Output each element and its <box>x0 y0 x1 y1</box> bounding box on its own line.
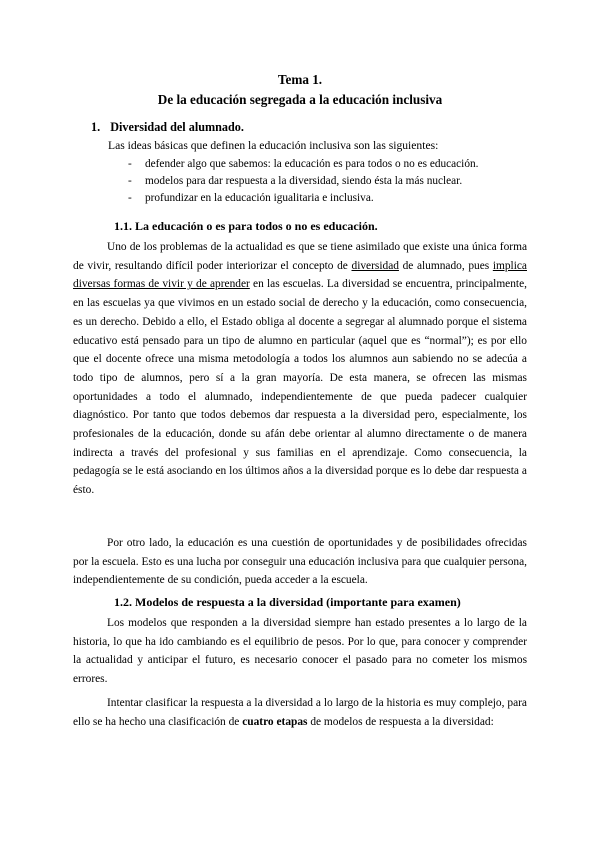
doc-subtitle: De la educación segregada a la educación inclusiva <box>157 92 443 107</box>
doc-title: Tema 1. <box>277 72 323 87</box>
subsection-heading-1-1: 1.1. La educación o es para todos o no es educación. <box>114 219 378 233</box>
list-item <box>128 173 478 190</box>
bullet-marker: - <box>128 192 132 204</box>
section-intro: Las ideas básicas que definen la educación inclusiva son las siguientes: <box>108 139 439 152</box>
list-item-text: modelos para dar respuesta a la diversidad, siendo ésta la más nuclear. <box>145 175 463 187</box>
paragraph-1-2-b: Intentar clasificar la respuesta a la diversidad a lo largo de la historia es muy complejo, para ello se ha hecho una clasificación de cuatro etapas de modelos de respuesta a la diversidad: <box>73 697 527 728</box>
list-item-text: defender algo que sabemos: la educación es para todos o no es educación. <box>145 158 479 170</box>
bold-term: cuatro etapas <box>242 715 308 728</box>
idea-list <box>128 156 478 207</box>
section-title: Diversidad del alumnado. <box>110 120 244 134</box>
paragraph-1-1-a: Uno de los problemas de la actualidad es que se tiene asimilado que existe una única forma de vivir, resultando difícil poder interiorizar el concepto de diversidad de alumnado, pues implica diversas formas de vivir y de aprender en las escuelas. La diversidad se encuentra, principalmente, en las escuelas ya que vivimos en un estado social de derecho y la educación, como consecuencia, es un derecho. Debido a ello, el Estado obliga al docente a segregar al alumnado porque el sistema educativo está pensado para un tipo de alumno en particular (aquel que es “normal”); es por ello que el docente ofrece una misma metodología a todos los alumnos aun sabiendo no se adecúa a todo tipo de alumnos, pero sí a la gran mayoría. De esta manera, se ofrecen las mismas oportunidades a todo el alumnado, independientemente de que pueda padecer cualquier diagnóstico. Por tanto que todos debemos dar respuesta a la diversidad pero, especialmente, los profesionales de la educación, donde su afán debe orientar al alumno directamente o de manera indirecta a través del profesional y sus familias en el aprendizaje. Como consecuencia, la pedagogía se le está asociando en los últimos años a la diversidad porque es lo debe dar respuesta a ésto. <box>73 241 528 497</box>
list-item-text: profundizar en la educación igualitaria e inclusiva. <box>145 192 374 204</box>
section-number: 1. <box>91 120 101 134</box>
section-heading <box>91 120 244 135</box>
bullet-marker: - <box>128 158 132 170</box>
subsection-heading-1-2: 1.2. Modelos de respuesta a la diversidad (importante para examen) <box>114 595 461 609</box>
list-item <box>128 190 478 207</box>
underlined-term: diversidad <box>351 259 399 272</box>
list-item <box>128 156 478 173</box>
paragraph-1-2-a: Los modelos que responden a la diversidad siempre han estado presentes a lo largo de la historia, lo que ha ido cambiando es el equilibrio de pesos. Por lo que, para conocer y comprender la actualidad y anticipar el futuro, es necesario conocer el pasado para no cometer los mismos errores. <box>73 617 527 686</box>
underlined-phrase: implica diversas formas de vivir y de aprender <box>73 259 527 291</box>
paragraph-1-1-b: Por otro lado, la educación es una cuestión de oportunidades y de posibilidades ofrecidas por la escuela. Esto es una lucha por conseguir una educación inclusiva para que cualquier persona, independientemente de su condición, pueda acceder a la escuela. <box>73 537 527 587</box>
bullet-marker: - <box>128 175 132 187</box>
